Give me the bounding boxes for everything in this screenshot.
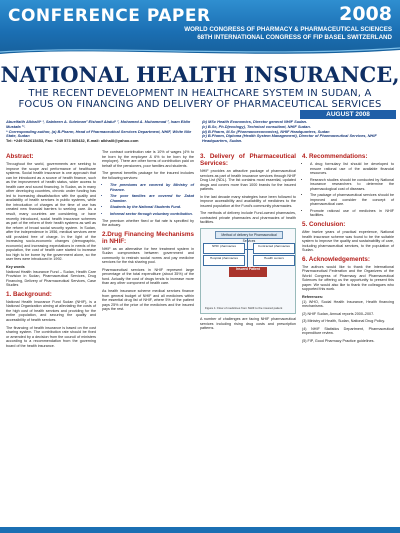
reference-item: (3) Ministry of Health, Sudan, National Drug Policy. <box>302 319 385 324</box>
diagram-node: NHIF pharmacies <box>203 243 245 254</box>
delivery-text-4: A number of challenges are facing NHIF pharmaceutical services including rising drug costs and prescription patterns. <box>200 317 296 331</box>
background-text: National Health Insurance Fund Sudan (NHIF), is a National Organization aiming at alleviating the costs of the high cost of health services and providing for the entire population, and securing the quality and accessibility of health services. <box>6 299 96 322</box>
delivery-text-1: NHIF provides an attractive package of pharmaceutical services as part of health insurance services through NHIF Drug List (NDL). The list contains most essential, updated drugs and covers more than 1000 brands for the insured patients. <box>200 169 296 192</box>
conclusion-heading: 5. Conclusion: <box>302 221 346 229</box>
column-3 <box>200 150 296 334</box>
references-heading: References: <box>302 295 324 300</box>
keywords-text: National Health Insurance Fund – Sudan, Health Care Provision in Sudan, Pharmaceutical Services, Drug Financing, Delivery of Pharmaceutical Services, Case Studies <box>6 269 96 288</box>
diagram-node: Health centers <box>253 255 295 266</box>
affiliation-e: (e) B.Pharm, Diploma (Health System Management), Director of Pharmaceutical Services, NHIF Headquarters, Sudan. <box>202 133 377 144</box>
conference-year: 2008 <box>339 3 392 25</box>
page-title: NATIONAL HEALTH INSURANCE, <box>0 62 400 87</box>
list-item: • A drug formulary list should be developed to ensure rational use of the available financial resources. <box>310 162 394 176</box>
delivery-diagram <box>200 228 296 314</box>
keywords-heading: Key words <box>6 265 25 270</box>
acknowledgements-text: The authors would like to thank the International Pharmaceutical Federation and the Organizers of the World Congress of Pharmacy and Pharmaceutical Sciences for offering us the opportunity to present this paper. We would also like to thank the colleagues who supported this work. <box>302 264 394 292</box>
reference-item: (4) NHIF Statistics Department, Pharmaceutical expenditure review. <box>302 326 394 336</box>
diagram-hub: Insured Patient <box>229 267 267 277</box>
list-item: • Research studies should be conducted by National insurance researchers to determine the pharmacological cost of diseases. <box>310 178 394 192</box>
reference-item: (5) FIP, Good Pharmacy Practice guidelines. <box>302 338 375 343</box>
author-block <box>6 120 196 144</box>
diagram-node: Hospital pharmacies <box>203 255 245 266</box>
drug-text-2: Pharmaceutical services in NHIF represent large percentage of the total expenditure (about 35%) of the fund. Actually the cost of drugs tends to increase more than any other component of health care. <box>102 267 194 286</box>
list-item: • The package of pharmaceutical services should be improved and consider the concept of pharmaceutical care. <box>310 193 394 207</box>
congress-line-1: WORLD CONGRESS OF PHARMACY & PHARMACEUTICAL SCIENCES <box>184 26 392 33</box>
footer-bar <box>0 527 400 533</box>
background-text-2: The financing of health insurance is based on the cost sharing system. The contribution rate should be fixed or amended by a decision from the council of ministers according to a recommendation from the governing board of the health insurance. <box>6 325 96 348</box>
conclusion-text: After twelve years of practical experience, National health insurance scheme was found to be the suitable system to improve the quality and sustainability of care, including pharmaceutical services, to the population of Sudan. <box>302 230 394 253</box>
premium-note: The premium whether fixed or flat rate is specified by the actuary. <box>102 218 194 228</box>
delivery-heading: 3. Delivery of Pharmaceutical Services: <box>200 153 296 167</box>
list-item: • The premiums are covered by Ministry of Finance. <box>110 183 194 192</box>
page-subtitle: THE RECENT DEVELOPMENT IN HEALTHCARE SYSTEM IN SUDAN, A FOCUS ON FINANCING AND DELIVERY OF PHARMACEUTICAL SERVICES <box>18 88 382 110</box>
conference-badge: CONFERENCE PAPER <box>8 6 211 26</box>
affiliation-c: (c) B.Sc, Ph.D(ecology), Technical consultant, NHIF Sudan. <box>202 123 311 129</box>
contact-info: Tel: +249 912615453, Fax: +249 573 865432, E-mail: alkhalil@yahoo.com <box>6 138 139 144</box>
affiliations <box>202 120 396 144</box>
list-item: • Informal sector through voluntary contribution. <box>110 212 194 217</box>
affiliation-b: (b) MSc Health Economics, Director general NHIF Sudan. <box>202 119 308 124</box>
header-banner <box>0 0 400 58</box>
drug-text-3: As health insurance scheme medical services finance from general budget of NHIF and all medicines within the essential drug list of NHIF, where 5% of the patient pays 25% of the price of the medicines and the insured pays the rest. <box>102 289 194 312</box>
list-item: • The poor families are covered for Zakat Chamber. <box>110 194 194 203</box>
abstract-text: Throughout the world, governments are seeking to improve the scope and performance of healthcare systems. Social health insurance is one approach that can be introduced as a source of health finance, such as the improvement of health status, wider access to health care and sound financing. In Sudan, as in many other developing countries, chronic under funding has led to increasing dissatisfaction with the quality and availability of health services in public systems, while the introduction of charges at the time of use has created new financial barriers to seeking care. As a result, many countries are considering, or have recently introduced, social health insurance schemes as part of the reform of their health systems as well as the reform of broad social security system. In Sudan, after the independence in 1956, medical services were still provided free of charge. In the light of the increasing socio-economic changes (demographic, economic) and increasing expectations in needs of the population, the cost of health care started to increase too high to be borne by the government alone, so the user fees were introduced in 1992. <box>6 162 96 262</box>
delivery-text-3: The methods of delivery include Fund-owned pharmacies, contracted private pharmacies and pharmacies of health facilities. <box>200 211 296 225</box>
list-item: • Promote rational use of medicines in NHIF facilities. <box>310 209 394 218</box>
column-1 <box>6 150 96 351</box>
diagram-connector <box>247 238 248 267</box>
diagram-title: Method of delivery for Pharmaceutical Services <box>215 231 283 239</box>
reference-item: (1) WHO, Social Health Insurance, Health financing mechanisms. <box>302 299 394 309</box>
corresponding-author: * Corresponding author, (a) B.Pharm, Head of Pharmaceutical Services Department, NHIF, White Nile State, Sudan <box>6 128 192 139</box>
column-2 <box>102 150 194 315</box>
diagram-legend: Figure 1: Flow of medicines from NHIF to the insured patient <box>205 306 283 311</box>
drug-financing-heading: 2.Drug Financing Mechanisms in NHIF: <box>102 230 194 245</box>
author-names: Abuelfatih Alkhalil* ¹, Salaheen A. Suleiman² Elsharif Abdul¹ ², Mohamed A. Muhammad ², Isam Eldin Mustafa ²¹. <box>6 119 191 129</box>
benefits-text: The general benefits package for the insured includes the following services: <box>102 171 194 180</box>
column-4 <box>302 150 394 346</box>
list-item: • Students by the National Students Fund. <box>110 205 194 210</box>
congress-line-2: 68TH INTERNATIONAL CONGRESS OF FIP BASEL SWITZERLAND <box>197 34 392 41</box>
benefits-list <box>102 183 194 216</box>
congress-info <box>132 26 392 42</box>
diagram-node: Contracted pharmacies <box>253 243 295 254</box>
drug-text-1: NHIF as an alternative for free treatment system in Sudan compromises between government and community to restrain social norms and pay medicine services for the risk sharing pool. <box>102 246 194 265</box>
contribution-text: The contract contribution rate is 10% of wages (4% to be born by the employee & 6% to be born by the employer). There are other forms of contribution paid on behalf of the pensioners, poor families and students. <box>102 150 194 168</box>
date-badge: AUGUST 2008 <box>300 110 396 119</box>
affiliation-d: (d) B.Pharm, M.Sc (Pharmacoeconomics), NHIF Headquarters, Sudan <box>202 128 330 134</box>
acknowledgements-heading: 6. Acknowledgements: <box>302 255 370 263</box>
recommendations-heading: 4. Recommendations: <box>302 153 368 160</box>
background-heading: 1. Background: <box>6 290 52 298</box>
delivery-text-2: In the last decade many strategies have been followed to improve accessibility and availability of medicines to the insured population at the Fund's community pharmacies. <box>200 194 296 208</box>
abstract-heading: Abstract: <box>6 153 34 160</box>
reference-item: (2) NHIF Sudan, Annual reports 2000–2007. <box>302 311 375 316</box>
recommendations-list <box>302 162 394 218</box>
header-swoosh <box>0 46 400 60</box>
